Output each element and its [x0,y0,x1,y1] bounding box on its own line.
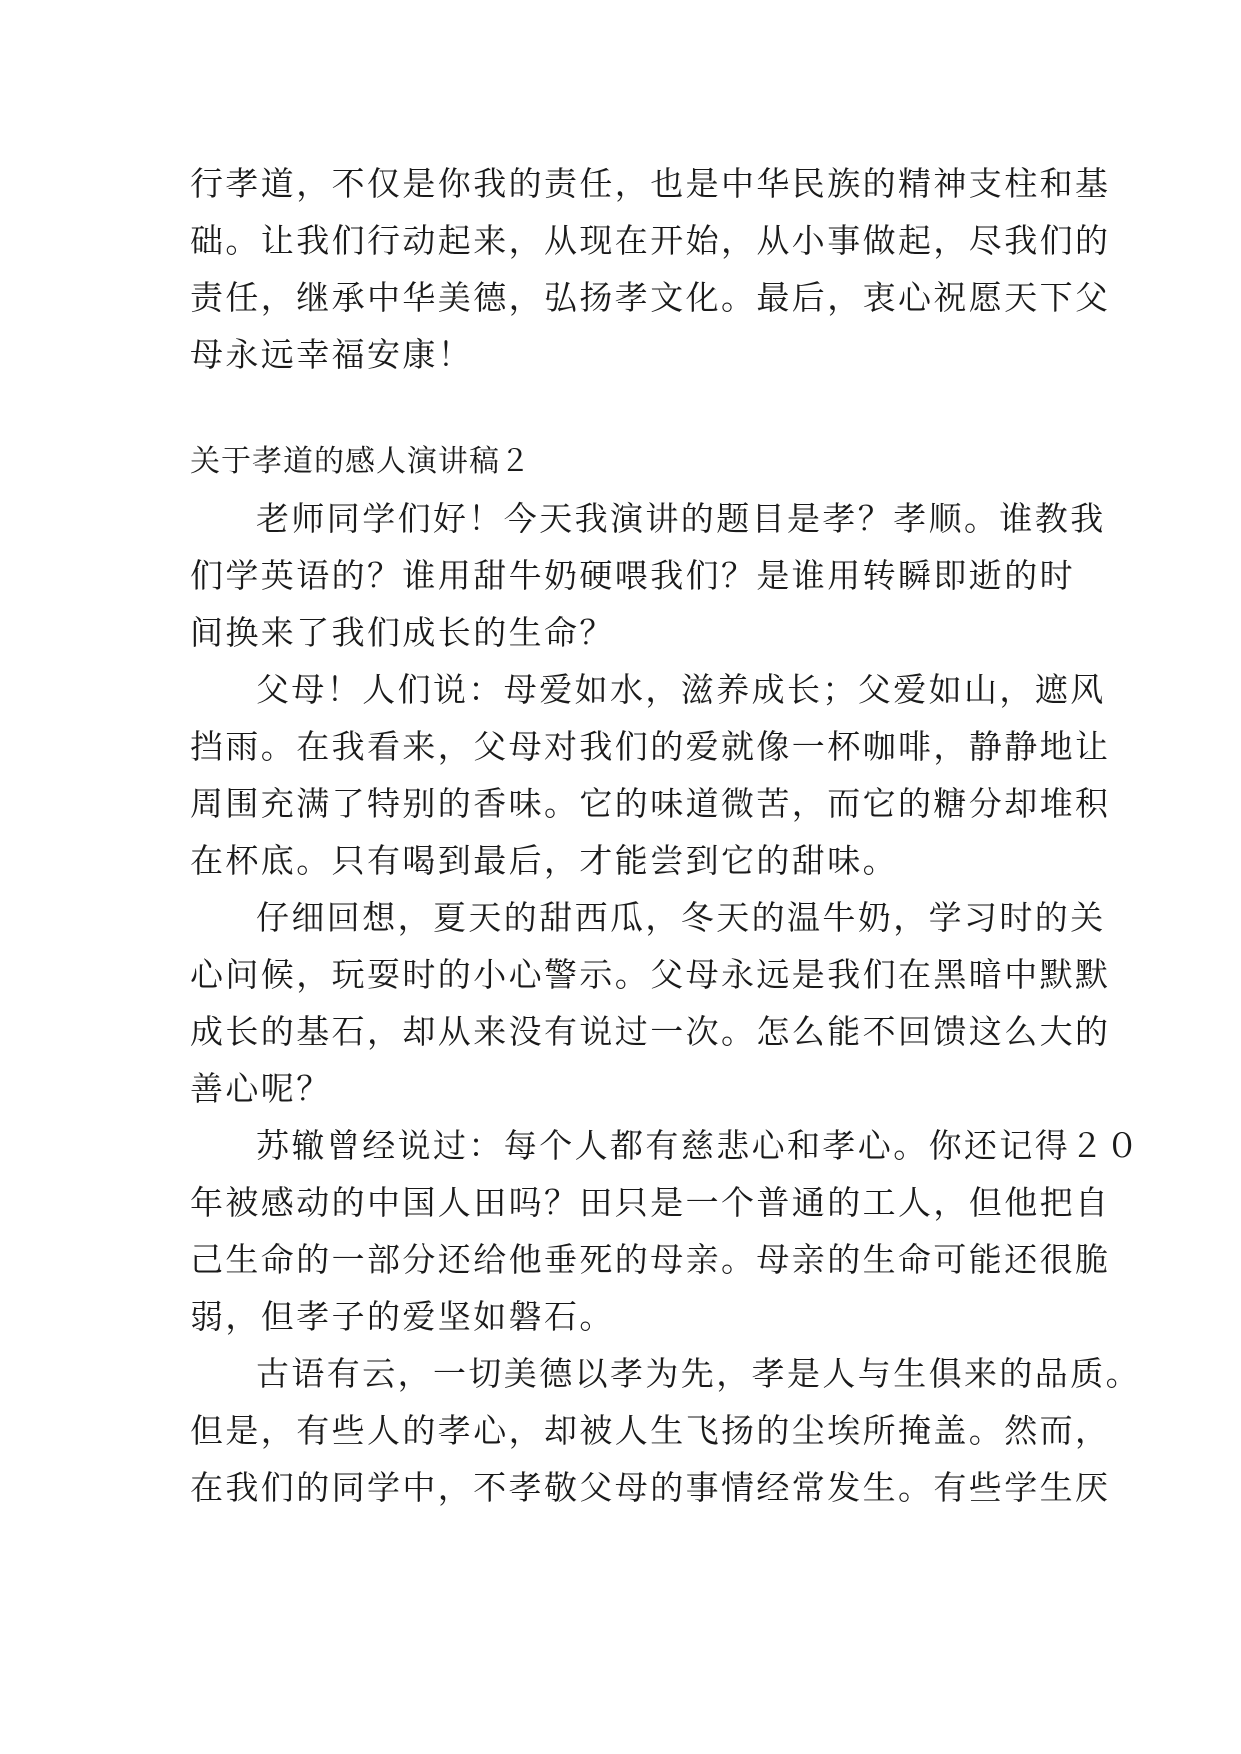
document-page [190,155,1141,1516]
paragraph [190,1345,1141,1516]
text-line: 己生命的一部分还给他垂死的母亲。母亲的生命可能还很脆 [190,1240,1111,1279]
text-line: 父母！人们说：母爱如水，滋养成长；父爱如山，遮风 [256,670,1106,709]
text-line: 老师同学们好！今天我演讲的题目是孝？孝顺。谁教我 [256,499,1106,538]
text-line: 但是，有些人的孝心，却被人生飞扬的尘埃所掩盖。然而， [190,1411,1111,1450]
section-title: 关于孝道的感人演讲稿２ [190,444,531,479]
text-line: 周围充满了特别的香味。它的味道微苦，而它的糖分却堆积 [190,784,1111,823]
paragraph [190,155,1111,383]
text-line: 古语有云，一切美德以孝为先，孝是人与生俱来的品质。 [256,1354,1141,1393]
text-line: 行孝道，不仅是你我的责任，也是中华民族的精神支柱和基 [190,164,1111,203]
text-line: 挡雨。在我看来，父母对我们的爱就像一杯咖啡，静静地让 [190,727,1111,766]
paragraph [190,889,1111,1117]
text-line: 础。让我们行动起来，从现在开始，从小事做起，尽我们的 [190,221,1111,260]
text-line: 在杯底。只有喝到最后，才能尝到它的甜味。 [190,841,898,880]
paragraph [190,661,1111,889]
text-line: 心问候，玩耍时的小心警示。父母永远是我们在黑暗中默默 [190,955,1111,994]
text-line: 母永远幸福安康！ [190,335,474,374]
text-line: 责任，继承中华美德，弘扬孝文化。最后，衷心祝愿天下父 [190,278,1111,317]
text-line: 弱，但孝子的爱坚如磐石。 [190,1297,615,1336]
text-line: 间换来了我们成长的生命？ [190,613,615,652]
text-line: 们学英语的？谁用甜牛奶硬喂我们？是谁用转瞬即逝的时 [190,556,1075,595]
text-line: 仔细回想，夏天的甜西瓜，冬天的温牛奶，学习时的关 [256,898,1106,937]
text-line: 苏辙曾经说过：每个人都有慈悲心和孝心。你还记得２０ [256,1126,1141,1165]
text-line: 年被感动的中国人田吗？田只是一个普通的工人，但他把自 [190,1183,1111,1222]
paragraph [190,1117,1141,1345]
text-line: 在我们的同学中，不孝敬父母的事情经常发生。有些学生厌 [190,1468,1111,1507]
text-line: 善心呢？ [190,1069,332,1108]
text-line: 成长的基石，却从来没有说过一次。怎么能不回馈这么大的 [190,1012,1111,1051]
paragraph [190,490,1106,661]
